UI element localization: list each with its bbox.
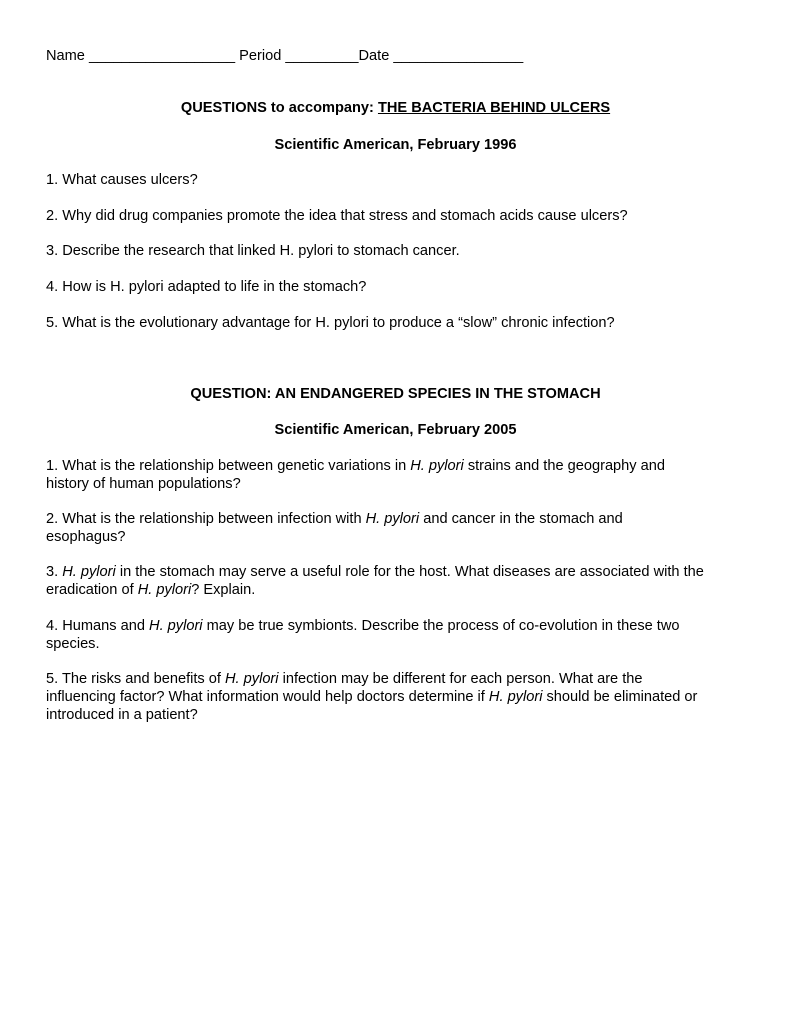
period-blank: _________	[285, 48, 359, 64]
species-name: H. pylori	[488, 689, 543, 705]
section2-question-4: 4. Humans and H. pylori may be true symbionts. Describe the process of co-evolution in these two species.	[46, 618, 680, 652]
section1-question-2: 2. Why did drug companies promote the idea that stress and stomach acids cause ulcers?	[46, 208, 628, 224]
student-info-line	[46, 47, 523, 65]
species-name: H. pylori	[410, 458, 464, 474]
section1-question-5: 5. What is the evolutionary advantage for H. pylori to produce a “slow” chronic infection?	[46, 315, 615, 331]
section1-source: Scientific American, February 1996	[274, 137, 517, 153]
period-label: Period	[239, 48, 282, 64]
section2-question-3: 3. H. pylori in the stomach may serve a useful role for the host. What diseases are associated with the eradication of H. pylori? Explain.	[46, 564, 704, 598]
name-label: Name	[46, 48, 85, 64]
section2-question-1: 1. What is the relationship between genetic variations in H. pylori strains and the geography and history of human populations?	[46, 458, 665, 492]
section2-question-5: 5. The risks and benefits of H. pylori infection may be different for each person. What are the influencing factor? What information would help doctors determine if H. pylori should be eliminated or introduced in a patient?	[46, 671, 698, 723]
section1-title-prefix: QUESTIONS to accompany:	[180, 100, 378, 116]
section1-question-1: 1. What causes ulcers?	[46, 172, 198, 188]
section1-title	[0, 99, 791, 117]
section1-article-title: THE BACTERIA BEHIND ULCERS	[377, 100, 611, 116]
species-name: H. pylori	[62, 564, 116, 580]
section2-question-2: 2. What is the relationship between infection with H. pylori and cancer in the stomach and esophagus?	[46, 511, 623, 545]
section1-question-3: 3. Describe the research that linked H. pylori to stomach cancer.	[46, 243, 460, 259]
species-name: H. pylori	[137, 582, 192, 598]
species-name: H. pylori	[365, 511, 420, 527]
name-blank: __________________	[89, 48, 236, 64]
date-label: Date	[358, 48, 390, 64]
date-blank: ________________	[393, 48, 524, 64]
species-name: H. pylori	[225, 671, 279, 687]
species-name: H. pylori	[149, 618, 203, 634]
section2-source: Scientific American, February 2005	[274, 422, 517, 438]
section1-question-4: 4. How is H. pylori adapted to life in the stomach?	[46, 279, 367, 295]
section2-title: QUESTION: AN ENDANGERED SPECIES IN THE STOMACH	[190, 386, 601, 402]
